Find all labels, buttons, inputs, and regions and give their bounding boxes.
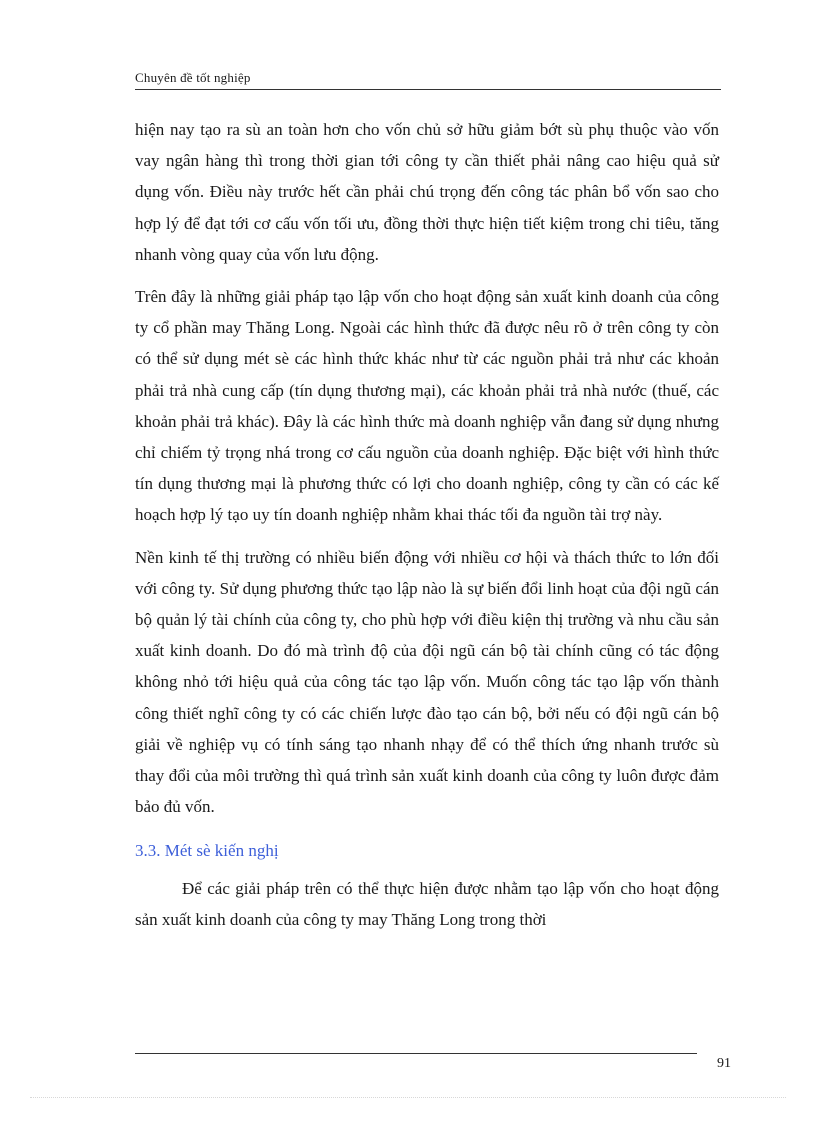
section-heading: 3.3. Mét sè kiến nghị <box>135 841 279 861</box>
paragraph-1: hiện nay tạo ra sù an toàn hơn cho vốn chủ sở hữu giảm bớt sù phụ thuộc vào vốn vay ngân hàng thì trong thời gian tới công ty cần thiết phải nâng cao hiệu quả sử dụng vốn. Điều này trước hết cần phải chú trọng đến công tác phân bổ vốn sao cho hợp lý để đạt tới cơ cấu vốn tối ưu, đồng thời thực hiện tiết kiệm trong chi tiêu, tăng nhanh vòng quay của vốn lưu động. <box>135 120 719 264</box>
header-divider <box>135 89 721 90</box>
footer-divider <box>135 1053 697 1054</box>
page-bottom-border <box>30 1097 786 1098</box>
paragraph-3: Nền kinh tế thị trường có nhiều biến động với nhiều cơ hội và thách thức to lớn đối với công ty. Sử dụng phương thức tạo lập nào là sự biến đổi linh hoạt của đội ngũ cán bộ quản lý tài chính của công ty, cho phù hợp với điều kiện thị trường và nhu cầu sản xuất kinh doanh. Do đó mà trình độ của đội ngũ cán bộ tài chính cũng có tác động không nhỏ tới hiệu quả của công tác tạo lập vốn. Muốn công tác tạo lập vốn thành công thiết nghĩ công ty có các chiến lược đào tạo cán bộ, bởi nếu có đội ngũ cán bộ giải về nghiệp vụ có tính sáng tạo nhanh nhạy để có thể thích ứng nhanh trước sù thay đổi của môi trường thì quá trình sản xuất kinh doanh của công ty luôn được đảm bảo đủ vốn. <box>135 547 719 817</box>
page-number: 91 <box>717 1056 731 1071</box>
section-intro-paragraph: Để các giải pháp trên có thể thực hiện được nhằm tạo lập vốn cho hoạt động sản xuất kinh doanh của công ty may Thăng Long trong thời <box>135 878 719 929</box>
page-body <box>135 114 719 935</box>
paragraph-2: Trên đây là những giải pháp tạo lập vốn cho hoạt động sản xuất kinh doanh của công ty cổ phần may Thăng Long. Ngoài các hình thức đã được nêu rõ ở trên công ty còn có thể sử dụng mét sè các hình thức khác như từ các nguồn phải trả như các khoản phải trả nhà cung cấp (tín dụng thương mại), các khoản phải trả nhà nước (thuế, các khoản phải trả khác). Đây là các hình thức mà doanh nghiệp vẫn đang sử dụng nhưng chỉ chiếm tỷ trọng nhá trong cơ cấu nguồn của doanh nghiệp. Đặc biệt với hình thức tín dụng thương mại là phương thức có lợi cho doanh nghiệp, công ty cần có các kế hoạch hợp lý tạo uy tín doanh nghiệp nhằm khai thác tối đa nguồn tài trợ này. <box>135 287 719 525</box>
running-header: Chuyên đề tốt nghiệp <box>135 70 251 85</box>
